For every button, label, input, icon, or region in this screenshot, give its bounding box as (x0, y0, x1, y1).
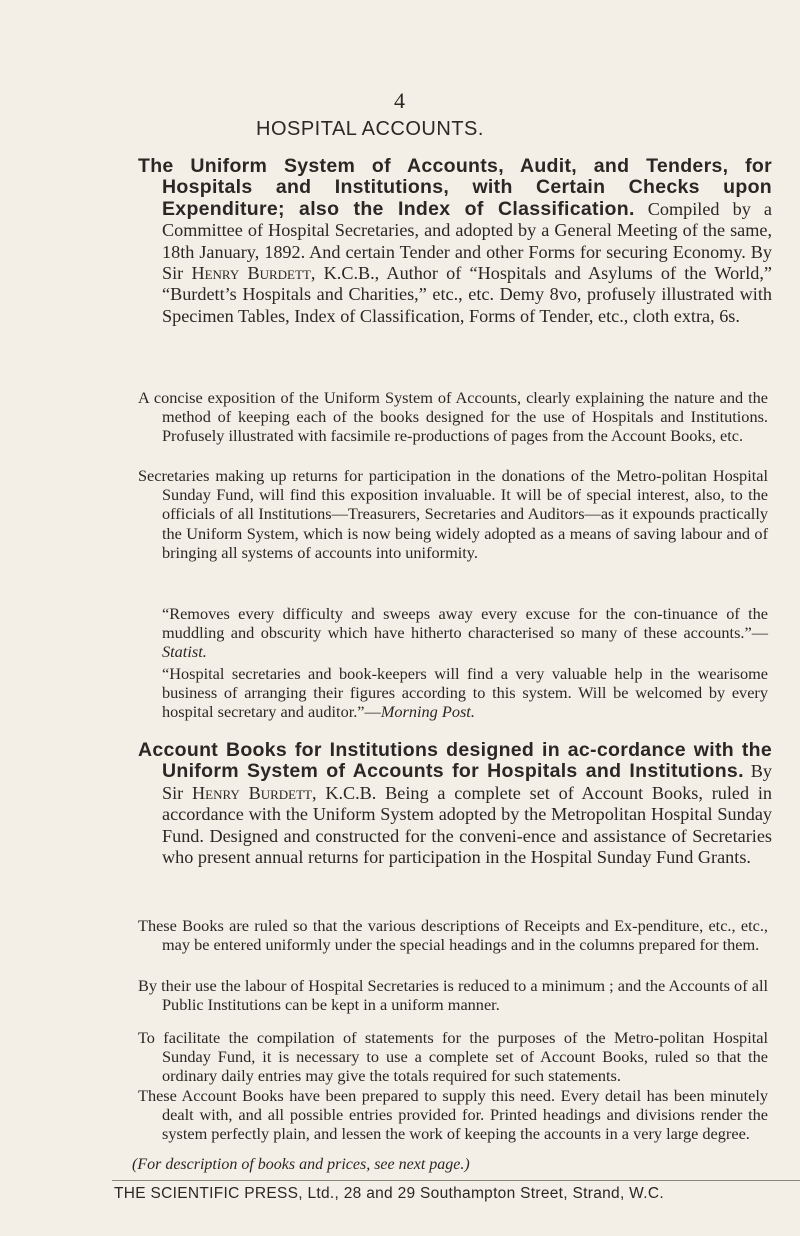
note-paragraph: These Account Books have been prepared to supply this need. Every detail has been minutely dealt with, and all possible entries provided for. Printed headings and divisions render the system perfectly plain, and lessen the work of keeping the accounts in a very large degree. (138, 1086, 768, 1144)
entry-heading: The Uniform System of Accounts, Audit, and Tenders, for Hospitals and Institutions, with Certain Checks upon Expenditure; also the Index of Classification. (138, 155, 772, 220)
entry-body-cont: , K.C.B. Being a complete set of Account Books, ruled in accordance with the Uniform System adopted by the Metropolitan Hospital Sunday Fund. Designed and constructed for the conveni-ence and assistance of Secretaries who present annual returns for participation in the Hospital Sunday Fund Grants. (162, 782, 772, 868)
note-paragraph: A concise exposition of the Uniform System of Accounts, clearly explaining the nature and the method of keeping each of the books designed for the use of Hospitals and Institutions. Profusely illustrated with facsimile re-productions of pages from the Account Books, etc. (138, 388, 768, 446)
note-paragraph: By their use the labour of Hospital Secretaries is reduced to a minimum ; and the Accounts of all Public Institutions can be kept in a uniform manner. (138, 976, 768, 1015)
entry-body: Compiled by a Committee of Hospital Secretaries, and adopted by a General Meeting of the same, 18th January, 1892. And certain Tender and other Forms for securing Economy. By Sir (162, 198, 772, 284)
entry-body: By Sir (162, 761, 772, 803)
quote-text: “Hospital secretaries and book-keepers will find a very valuable help in the wearisome business of arranging their figures according to this system. Will be welcomed by every hospital secretary and auditor.”— (162, 664, 768, 722)
running-head: HOSPITAL ACCOUNTS. (256, 118, 484, 140)
entry-uniform-system (138, 156, 772, 327)
publisher-footer: THE SCIENTIFIC PRESS, Ltd., 28 and 29 Southampton Street, Strand, W.C. (114, 1185, 664, 1202)
entry-body-cont: , K.C.B., Author of “Hospitals and Asylums of the World,” “Burdett’s Hospitals and Charities,” etc., etc. Demy 8vo, profusely illustrated with Specimen Tables, Index of Classification, Forms of Tender, etc., cloth extra, 6s. (162, 263, 772, 326)
review-quote (138, 664, 768, 722)
quote-source: Statist. (162, 642, 207, 662)
quote-source: Morning Post. (380, 702, 475, 722)
note-paragraph: These Books are ruled so that the various descriptions of Receipts and Ex-penditure, etc., etc., may be entered uniformly under the special headings and in the columns prepared for them. (138, 916, 768, 955)
entry-heading: Account Books for Institutions designed in ac-cordance with the Uniform System of Accounts for Hospitals and Institutions. (138, 739, 772, 783)
author-name: Henry Burdett (191, 263, 311, 284)
quote-text: “Removes every difficulty and sweeps away every excuse for the con-tinuance of the muddling and obscurity which have hitherto characterised so many of these accounts.”— (162, 604, 768, 643)
page-number: 4 (394, 88, 405, 113)
footer-rule (112, 1180, 800, 1181)
see-next-page-note: (For description of books and prices, see next page.) (132, 1156, 470, 1173)
review-quote (138, 604, 768, 662)
author-name: Henry Burdett (192, 782, 312, 803)
note-paragraph: To facilitate the compilation of statements for the purposes of the Metro-politan Hospital Sunday Fund, it is necessary to use a complete set of Account Books, ruled so that the ordinary daily entries may give the totals required for such statements. (138, 1028, 768, 1086)
entry-account-books (138, 740, 772, 868)
note-paragraph: Secretaries making up returns for participation in the donations of the Metro-politan Hospital Sunday Fund, will find this exposition invaluable. It will be of special interest, also, to the officials of all Institutions—Treasurers, Secretaries and Auditors—as it expounds practically the Uniform System, which is now being widely adopted as a means of saving labour and of bringing all systems of accounts into uniformity. (138, 466, 768, 562)
